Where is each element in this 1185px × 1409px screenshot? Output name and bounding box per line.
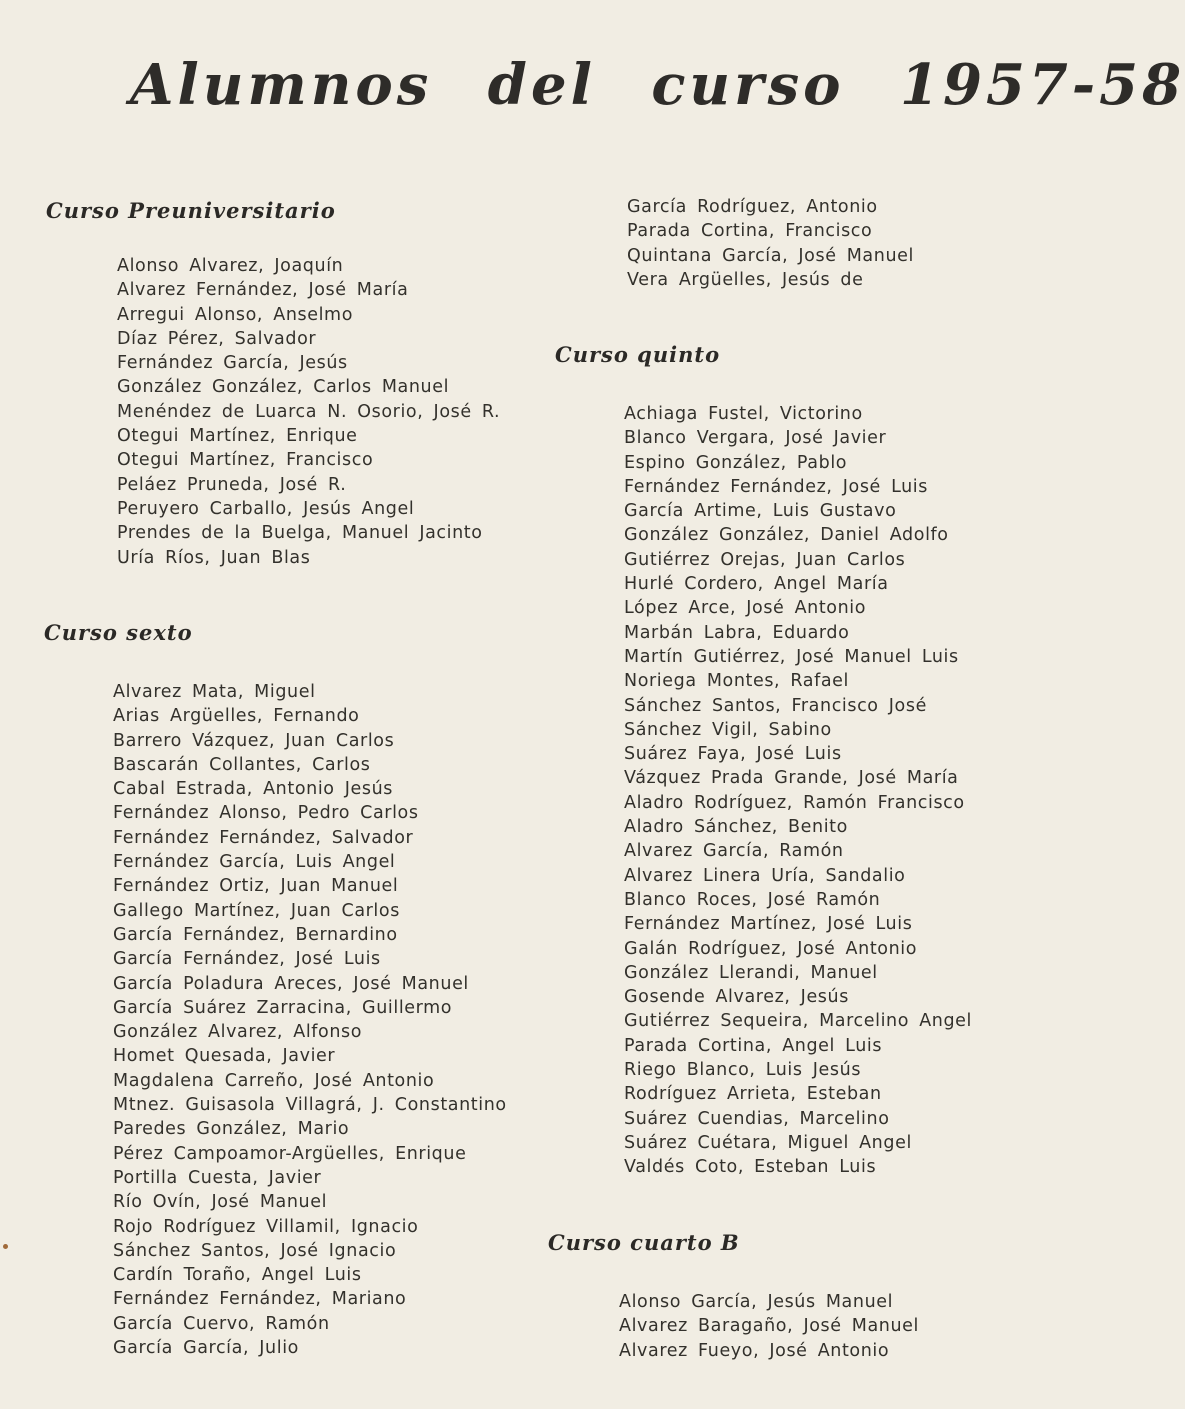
student-name: Arias Argüelles, Fernando xyxy=(113,706,360,727)
student-name: Otegui Martínez, Francisco xyxy=(117,450,374,471)
student-name: Rojo Rodríguez Villamil, Ignacio xyxy=(113,1216,419,1237)
page-title: Alumnos del curso 1957-58 xyxy=(130,52,1185,118)
student-name: Menéndez de Luarca N. Osorio, José R. xyxy=(117,401,501,422)
student-name: Aladro Rodríguez, Ramón Francisco xyxy=(624,792,965,813)
student-name: Mtnez. Guisasola Villagrá, J. Constantino xyxy=(113,1095,507,1116)
student-name: García Cuervo, Ramón xyxy=(113,1313,330,1334)
student-name: Vázquez Prada Grande, José María xyxy=(624,768,959,789)
student-name: Magdalena Carreño, José Antonio xyxy=(113,1070,435,1091)
student-name: Parada Cortina, Francisco xyxy=(627,221,873,242)
student-name: López Arce, José Antonio xyxy=(624,598,867,619)
student-name: Marbán Labra, Eduardo xyxy=(624,622,850,643)
student-name: Alvarez Mata, Miguel xyxy=(113,682,316,702)
student-name: González Llerandi, Manuel xyxy=(624,962,878,983)
student-name: Río Ovín, José Manuel xyxy=(113,1192,328,1213)
student-name: Alonso García, Jesús Manuel xyxy=(619,1292,894,1312)
student-name: Fernández García, Luis Angel xyxy=(113,852,396,873)
student-name: García Poladura Areces, José Manuel xyxy=(113,973,469,994)
list-sexto-continued xyxy=(627,195,914,292)
student-name: Homet Quesada, Javier xyxy=(113,1046,336,1067)
student-name: Peláez Pruneda, José R. xyxy=(117,474,347,495)
student-name: Noriega Montes, Rafael xyxy=(624,671,849,692)
student-name: Paredes González, Mario xyxy=(113,1119,350,1140)
student-name: Rodríguez Arrieta, Esteban xyxy=(624,1084,882,1105)
student-name: Cardín Toraño, Angel Luis xyxy=(113,1265,362,1286)
student-name: González Alvarez, Alfonso xyxy=(113,1022,363,1043)
student-name: García Suárez Zarracina, Guillermo xyxy=(113,997,453,1018)
list-sexto xyxy=(113,680,507,1360)
student-name: García Artime, Luis Gustavo xyxy=(624,501,897,522)
student-name: Sánchez Vigil, Sabino xyxy=(624,719,832,740)
student-name: Achiaga Fustel, Victorino xyxy=(624,404,863,424)
list-cuarto-b xyxy=(619,1290,919,1363)
student-name: Martín Gutiérrez, José Manuel Luis xyxy=(624,646,959,667)
student-name: Uría Ríos, Juan Blas xyxy=(117,547,311,568)
heading-sexto: Curso sexto xyxy=(44,620,193,645)
student-name: Arregui Alonso, Anselmo xyxy=(117,304,354,325)
student-name: González González, Daniel Adolfo xyxy=(624,525,949,546)
student-name: García García, Julio xyxy=(113,1338,299,1359)
student-name: Blanco Roces, José Ramón xyxy=(624,889,881,910)
student-name: Sánchez Santos, José Ignacio xyxy=(113,1240,397,1261)
heading-quinto: Curso quinto xyxy=(555,342,721,367)
student-name: Alonso Alvarez, Joaquín xyxy=(117,256,344,276)
student-name: Galán Rodríguez, José Antonio xyxy=(624,938,918,959)
student-name: Díaz Pérez, Salvador xyxy=(117,328,317,349)
student-name: Fernández Fernández, José Luis xyxy=(624,476,928,497)
student-name: Fernández Martínez, José Luis xyxy=(624,914,913,935)
student-name: Alvarez Fernández, José María xyxy=(117,280,409,301)
student-name: Alvarez Fueyo, José Antonio xyxy=(619,1340,890,1361)
student-name: Fernández García, Jesús xyxy=(117,353,348,374)
student-name: Blanco Vergara, José Javier xyxy=(624,428,887,449)
student-name: Espino González, Pablo xyxy=(624,452,848,473)
student-name: Quintana García, José Manuel xyxy=(627,245,914,266)
student-name: González González, Carlos Manuel xyxy=(117,377,450,398)
student-name: Portilla Cuesta, Javier xyxy=(113,1167,322,1188)
student-name: Alvarez García, Ramón xyxy=(624,841,844,862)
student-name: Valdés Coto, Esteban Luis xyxy=(624,1157,877,1178)
student-name: Sánchez Santos, Francisco José xyxy=(624,695,927,716)
student-name: Cabal Estrada, Antonio Jesús xyxy=(113,779,394,800)
student-name: Barrero Vázquez, Juan Carlos xyxy=(113,730,395,751)
student-name: Alvarez Baragaño, José Manuel xyxy=(619,1316,919,1337)
student-name: Prendes de la Buelga, Manuel Jacinto xyxy=(117,523,483,544)
list-preuniversitario xyxy=(117,254,500,570)
student-name: García Fernández, Bernardino xyxy=(113,924,398,945)
heading-cuarto-b: Curso cuarto B xyxy=(548,1230,740,1255)
student-name: Vera Argüelles, Jesús de xyxy=(627,269,864,290)
student-name: Gallego Martínez, Juan Carlos xyxy=(113,900,400,921)
student-name: García Rodríguez, Antonio xyxy=(627,197,878,217)
student-name: Alvarez Linera Uría, Sandalio xyxy=(624,865,906,886)
student-name: Suárez Cuendias, Marcelino xyxy=(624,1108,890,1129)
student-name: Parada Cortina, Angel Luis xyxy=(624,1035,883,1056)
list-quinto xyxy=(624,402,972,1180)
student-name: Aladro Sánchez, Benito xyxy=(624,817,848,838)
student-name: Suárez Cuétara, Miguel Angel xyxy=(624,1132,912,1153)
student-name: Fernández Alonso, Pedro Carlos xyxy=(113,803,419,824)
student-name: Peruyero Carballo, Jesús Angel xyxy=(117,498,415,519)
heading-preuniversitario: Curso Preuniversitario xyxy=(46,198,336,223)
student-name: Suárez Faya, José Luis xyxy=(624,744,842,765)
student-name: Fernández Fernández, Mariano xyxy=(113,1289,407,1310)
student-name: Pérez Campoamor-Argüelles, Enrique xyxy=(113,1143,467,1164)
ink-speck xyxy=(3,1244,8,1249)
student-name: Gutiérrez Orejas, Juan Carlos xyxy=(624,549,906,570)
student-name: Riego Blanco, Luis Jesús xyxy=(624,1060,862,1081)
student-name: Bascarán Collantes, Carlos xyxy=(113,754,371,775)
student-name: Gutiérrez Sequeira, Marcelino Angel xyxy=(624,1011,973,1032)
student-name: García Fernández, José Luis xyxy=(113,949,381,970)
student-name: Gosende Alvarez, Jesús xyxy=(624,987,849,1008)
student-name: Fernández Fernández, Salvador xyxy=(113,827,414,848)
student-name: Otegui Martínez, Enrique xyxy=(117,426,358,447)
student-name: Fernández Ortiz, Juan Manuel xyxy=(113,876,399,897)
student-name: Hurlé Cordero, Angel María xyxy=(624,574,889,595)
